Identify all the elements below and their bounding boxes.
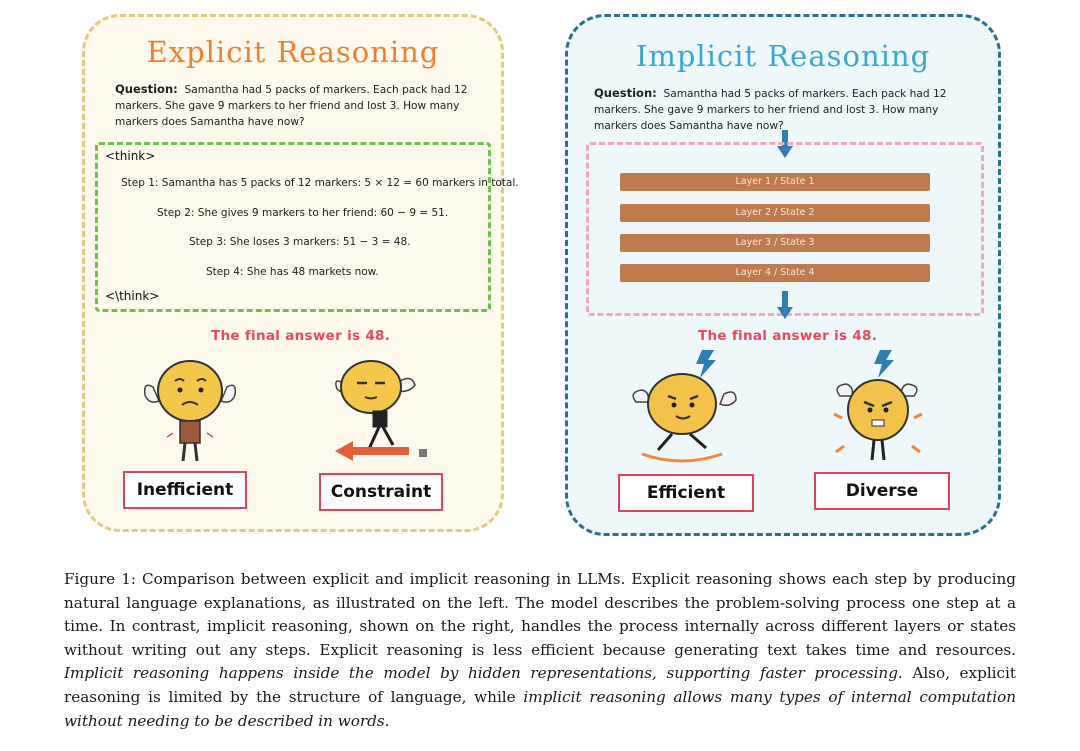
caption-italic-1: Implicit reasoning happens inside the model by hidden representations, supporting faster processing. xyxy=(64,664,903,683)
diverse-label: Diverse xyxy=(814,472,950,510)
explicit-reasoning-panel xyxy=(82,14,519,532)
inefficient-label: Inefficient xyxy=(123,471,247,509)
layer-bar-2: Layer 2 / State 2 xyxy=(620,204,930,222)
question-label: Question: xyxy=(594,86,657,100)
diverse-brain-character-icon xyxy=(834,350,930,462)
caption-prefix: Figure 1: Comparison between explicit and implicit reasoning in LLMs. Explicit reasoning shows each step by producing natural language explanations, as illustrated on the left. The model describes the problem-solving process one step at a time. In contrast, implicit reasoning, shown on the right, handles the process internally across different layers or states without writing out any steps. Explicit reasoning is less efficient because generating text takes time and resources. xyxy=(64,570,1016,659)
implicit-title: Implicit Reasoning xyxy=(635,39,931,73)
sad-brain-character-icon xyxy=(145,357,235,467)
figure-caption xyxy=(64,568,1016,733)
implicit-question xyxy=(594,85,974,134)
implicit-reasoning-panel xyxy=(565,14,1001,536)
question-text: Samantha had 5 packs of markers. Each pack had 12 markers. She gave 9 markers to her friend and lost 3. How many markers does Samantha have now? xyxy=(594,88,947,132)
caption-italic-2: implicit reasoning allows many types of internal computation without needing to be described in words. xyxy=(64,687,1016,730)
layers-box xyxy=(586,142,984,316)
step-2: Step 2: She gives 9 markers to her friend: 60 − 9 = 51. xyxy=(157,207,449,219)
think-open-tag: <think> xyxy=(105,149,156,163)
question-text: Samantha had 5 packs of markers. Each pack had 12 markers. She gave 9 markers to her friend and lost 3. How many markers does Samantha have now? xyxy=(115,84,468,128)
think-close-tag: <\think> xyxy=(105,289,160,303)
down-arrow-icon xyxy=(777,291,793,319)
implicit-final-answer: The final answer is 48. xyxy=(698,328,878,344)
efficient-label: Efficient xyxy=(618,474,754,512)
explicit-title: Explicit Reasoning xyxy=(146,35,440,69)
layer-bar-4: Layer 4 / State 4 xyxy=(620,264,930,282)
layer-bar-3: Layer 3 / State 3 xyxy=(620,234,930,252)
explicit-final-answer: The final answer is 48. xyxy=(211,328,391,344)
constraint-label: Constraint xyxy=(319,473,443,511)
explicit-question xyxy=(115,81,485,130)
step-3: Step 3: She loses 3 markers: 51 − 3 = 48. xyxy=(189,236,411,248)
step-1: Step 1: Samantha has 5 packs of 12 markers: 5 × 12 = 60 markers in total. xyxy=(121,177,519,189)
layer-bar-1: Layer 1 / State 1 xyxy=(620,173,930,191)
caption-middle: Also, explicit reasoning is limited by the structure of language, while xyxy=(64,664,1017,706)
step-4: Step 4: She has 48 markets now. xyxy=(206,266,379,278)
question-label: Question: xyxy=(115,82,178,96)
think-box xyxy=(95,142,491,312)
lightning-brain-character-icon xyxy=(632,350,742,462)
left-arrow-icon xyxy=(335,439,435,465)
